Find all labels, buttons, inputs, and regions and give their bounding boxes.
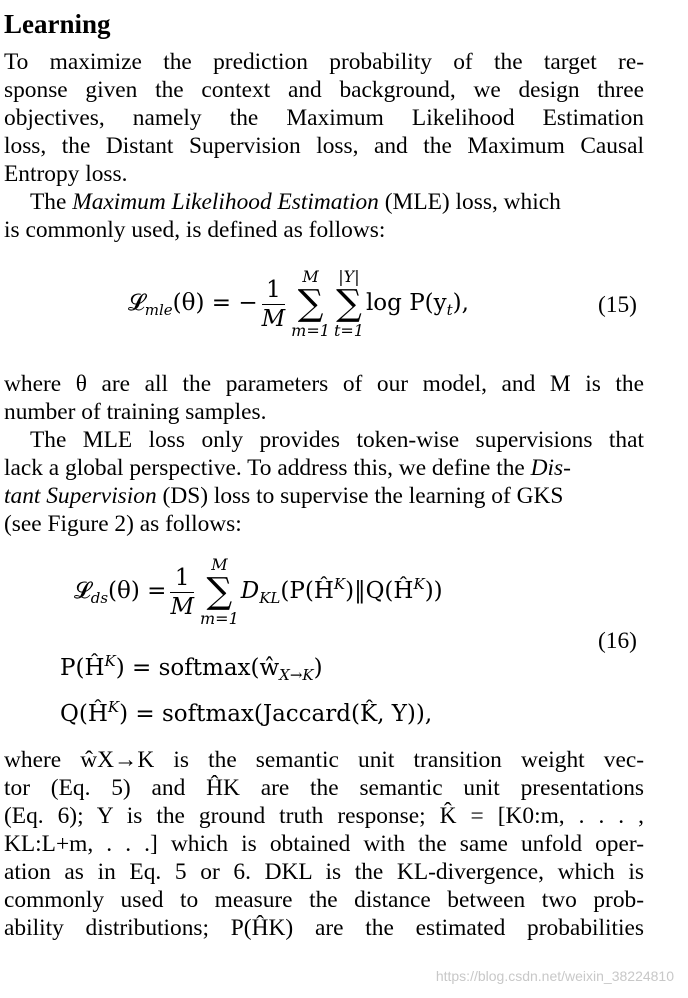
eq-argument: (θ) = [108,578,167,604]
text-line: number of training samples. [4,399,267,425]
sum-upper-limit: |Y| [338,267,360,286]
fraction-denominator: M [170,593,194,620]
equation-number: (15) [598,292,637,318]
text-fragment: lack a global perspective. To address this, we define the [4,455,531,481]
sum-upper-limit: M [302,267,319,286]
text-line: tor (Eq. 5) and ĤK are the semantic unit presentations [4,775,644,801]
equation-16-line1 [74,556,443,628]
text-fragment: (MLE) loss, which [378,189,561,215]
text-line: is commonly used, is defined as follows: [4,217,386,243]
kl-symbol: D [240,578,260,604]
text-line: objectives, namely the Maximum Likelihood Estimation [4,105,644,131]
sum-operator [200,556,239,628]
paragraph-where-theta [4,370,644,426]
paragraph-mle [4,188,644,244]
superscript: K [333,575,346,593]
loss-symbol: 𝓛 [74,578,91,604]
loss-symbol: 𝓛 [128,290,145,316]
sum-upper-limit: M [211,555,228,574]
text-line: ability distributions; P(ĤK) are the estimated probabilities [4,915,644,941]
subscript: X→K [279,666,314,684]
term-ds-part1: Dis- [530,455,571,481]
sum-operator [291,268,330,340]
fraction [170,564,194,621]
eq-body: (P(Ĥ [280,578,334,604]
equation-16-line2 [60,652,323,684]
text-fragment: The [30,189,67,215]
text-line [4,454,644,482]
eq-body-subscript: t [446,301,453,319]
superscript: K [107,698,120,716]
watermark: https://blog.csdn.net/weixin_38224810 [435,968,674,984]
equation-15 [128,268,469,340]
loss-subscript: ds [90,589,109,607]
paragraph-intro [4,48,644,188]
sum-operator [334,268,364,340]
equation-number: (16) [598,628,637,654]
loss-subscript: mle [144,301,173,319]
section-heading: Learning [4,9,111,39]
text-line: Entropy loss. [4,161,128,187]
text-line: (Eq. 6); Y is the ground truth response; K̂ = [K0:m, . . . , [4,803,644,829]
superscript: K [413,575,425,593]
text-line: KL:L+m, . . .] which is obtained with the same unfold oper- [4,831,644,857]
eq-body: )‖Q(Ĥ [345,578,414,604]
fraction-numerator: 1 [262,276,286,305]
sum-lower-limit: t=1 [333,321,364,340]
term-mle: Maximum Likelihood Estimation [72,189,379,215]
sigma-symbol: ∑ [206,571,233,612]
sum-lower-limit: m=1 [291,321,330,340]
kl-subscript: KL [259,589,281,607]
text-fragment: (DS) loss to supervise the learning of GKS [156,483,564,509]
sum-lower-limit: m=1 [200,609,239,628]
eq-argument: (θ) = − [172,290,258,316]
eq-rhs: ) = softmax(ŵ [115,655,280,681]
text-line: The MLE loss only provides token-wise supervisions that [30,427,644,453]
fraction-denominator: M [261,305,286,332]
text-line: sponse given the context and background, we design three [4,77,644,103]
text-line: commonly used to measure the distance between two prob- [4,887,644,913]
fraction-numerator: 1 [170,564,194,593]
eq-body-end: ), [452,290,469,316]
eq-end: ) [313,655,323,681]
sigma-symbol: ∑ [336,283,362,324]
eq-lhs: P(Ĥ [60,655,105,681]
text-line: To maximize the prediction probability of the target re- [4,49,644,75]
fraction [262,276,286,333]
sigma-symbol: ∑ [297,283,324,324]
eq-body: log P(y [365,290,447,316]
eq-lhs: Q(Ĥ [60,701,108,727]
text-line [4,188,644,216]
term-ds-part2: tant Supervision [4,483,157,509]
text-line: where θ are all the parameters of our model, and M is the [4,371,644,397]
eq-body-end: )) [424,578,443,604]
text-line: (see Figure 2) as follows: [4,511,242,537]
equation-16-line3 [60,698,432,727]
paragraph-ds [4,426,644,538]
text-line: loss, the Distant Supervision loss, and the Maximum Causal [4,133,644,159]
text-line: ation as in Eq. 5 or 6. DKL is the KL-divergence, which is [4,859,644,885]
text-line [4,482,644,510]
text-line: where ŵX→K is the semantic unit transition weight vec- [4,747,644,773]
superscript: K [104,652,116,670]
paragraph-where-w [4,746,644,942]
eq-rhs: ) = softmax(Jaccard(K̂, Y)), [119,701,433,727]
